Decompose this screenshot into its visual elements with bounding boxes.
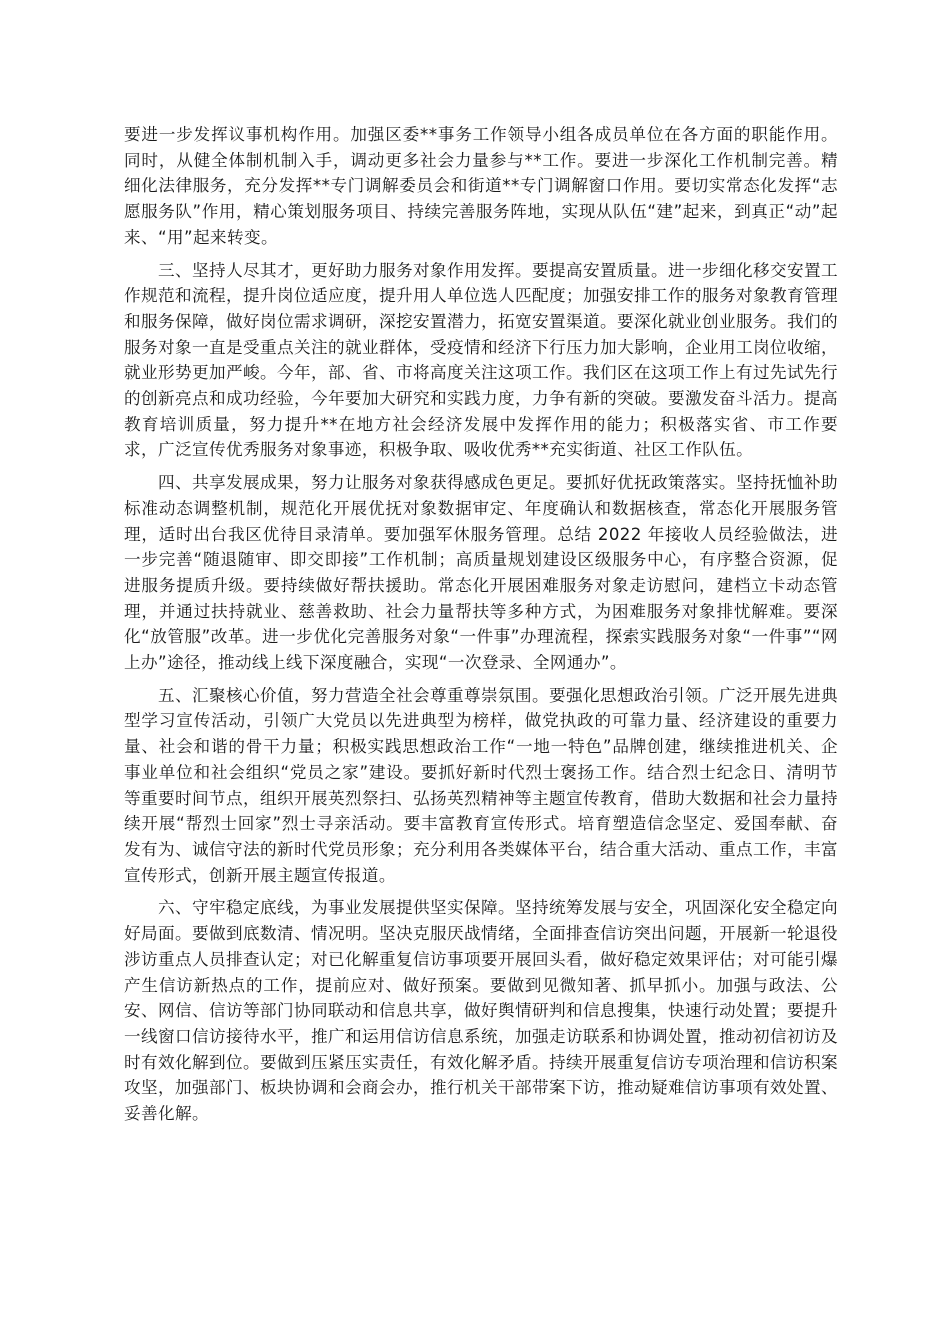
document-body <box>124 122 838 1134</box>
paragraph-intro: 要进一步发挥议事机构作用。加强区委**事务工作领导小组各成员单位在各方面的职能作用。同时，从健全体制机制入手，调动更多社会力量参与**工作。要进一步深化工作机制完善。精细化法律服务，充分发挥**专门调解委员会和街道**专门调解窗口作用。要切实常态化发挥“志愿服务队”作用，精心策划服务项目、持续完善服务阵地，实现从队伍“建”起来，到真正“动”起来、“用”起来转变。 <box>124 125 838 247</box>
paragraph-section-4: 四、共享发展成果，努力让服务对象获得感成色更足。要抓好优抚政策落实。坚持抚恤补助标准动态调整机制，规范化开展优抚对象数据审定、年度确认和数据核查，常态化开展服务管理，适时出台我区优待目录清单。要加强军休服务管理。总结 2022 年接收人员经验做法，进一步完善“随退随审、即交即接”工作机制；高质量规划建设区级服务中心，有序整合资源，促进服务提质升级。要持续做好帮扶援助。常态化开展困难服务对象走访慰问，建档立卡动态管理，并通过扶持就业、慈善救助、社会力量帮扶等多种方式，为困难服务对象排忧解难。要深化“放管服”改革。进一步优化完善服务对象“一件事”办理流程，探索实践服务对象“一件事”“网上办”途径，推动线上线下深度融合，实现“一次登录、全网通办”。 <box>124 473 838 673</box>
paragraph-section-5: 五、汇聚核心价值，努力营造全社会尊重尊崇氛围。要强化思想政治引领。广泛开展先进典型学习宣传活动，引领广大党员以先进典型为榜样，做党执政的可靠力量、经济建设的重要力量、社会和谐的骨干力量；积极实践思想政治工作“一地一特色”品牌创建，继续推进机关、企事业单位和社会组织“党员之家”建设。要抓好新时代烈士褒扬工作。结合烈士纪念日、清明节等重要时间节点，组织开展英烈祭扫、弘扬英烈精神等主题宣传教育，借助大数据和社会力量持续开展“帮烈士回家”烈士寻亲活动。要丰富教育宣传形式。培育塑造信念坚定、爱国奉献、奋发有为、诚信守法的新时代党员形象；充分利用各类媒体平台，结合重大活动、重点工作，丰富宣传形式，创新开展主题宣传报道。 <box>124 685 838 885</box>
paragraph-section-3: 三、坚持人尽其才，更好助力服务对象作用发挥。要提高安置质量。进一步细化移交安置工作规范和流程，提升岗位适应度，提升用人单位选人匹配度；加强安排工作的服务对象教育管理和服务保障，做好岗位需求调研，深挖安置潜力，拓宽安置渠道。要深化就业创业服务。我们的服务对象一直是受重点关注的就业群体，受疫情和经济下行压力加大影响，企业用工岗位收缩，就业形势更加严峻。今年，部、省、市将高度关注这项工作。我们区在这项工作上有过先试先行的创新亮点和成功经验，今年要加大研究和实践力度，力争有新的突破。要激发奋斗活力。提高教育培训质量，努力提升**在地方社会经济发展中发挥作用的能力；积极落实省、市工作要求，广泛宣传优秀服务对象事迹，积极争取、吸收优秀**充实街道、社区工作队伍。 <box>124 260 838 460</box>
paragraph-section-6: 六、守牢稳定底线，为事业发展提供坚实保障。坚持统筹发展与安全，巩固深化安全稳定向好局面。要做到底数清、情况明。坚决克服厌战情绪，全面排查信访突出问题，开展新一轮退役涉访重点人员排查认定；对已化解重复信访事项要开展回头看，做好稳定效果评估；对可能引爆产生信访新热点的工作，提前应对、做好预案。要做到见微知著、抓早抓小。加强与政法、公安、网信、信访等部门协同联动和信息共享，做好舆情研判和信息搜集，快速行动处置；要提升一线窗口信访接待水平，推广和运用信访信息系统，加强走访联系和协调处置，推动初信初访及时有效化解到位。要做到压紧压实责任，有效化解矛盾。持续开展重复信访专项治理和信访积案攻坚，加强部门、板块协调和会商会办，推行机关干部带案下访，推动疑难信访事项有效处置、妥善化解。 <box>124 898 838 1124</box>
